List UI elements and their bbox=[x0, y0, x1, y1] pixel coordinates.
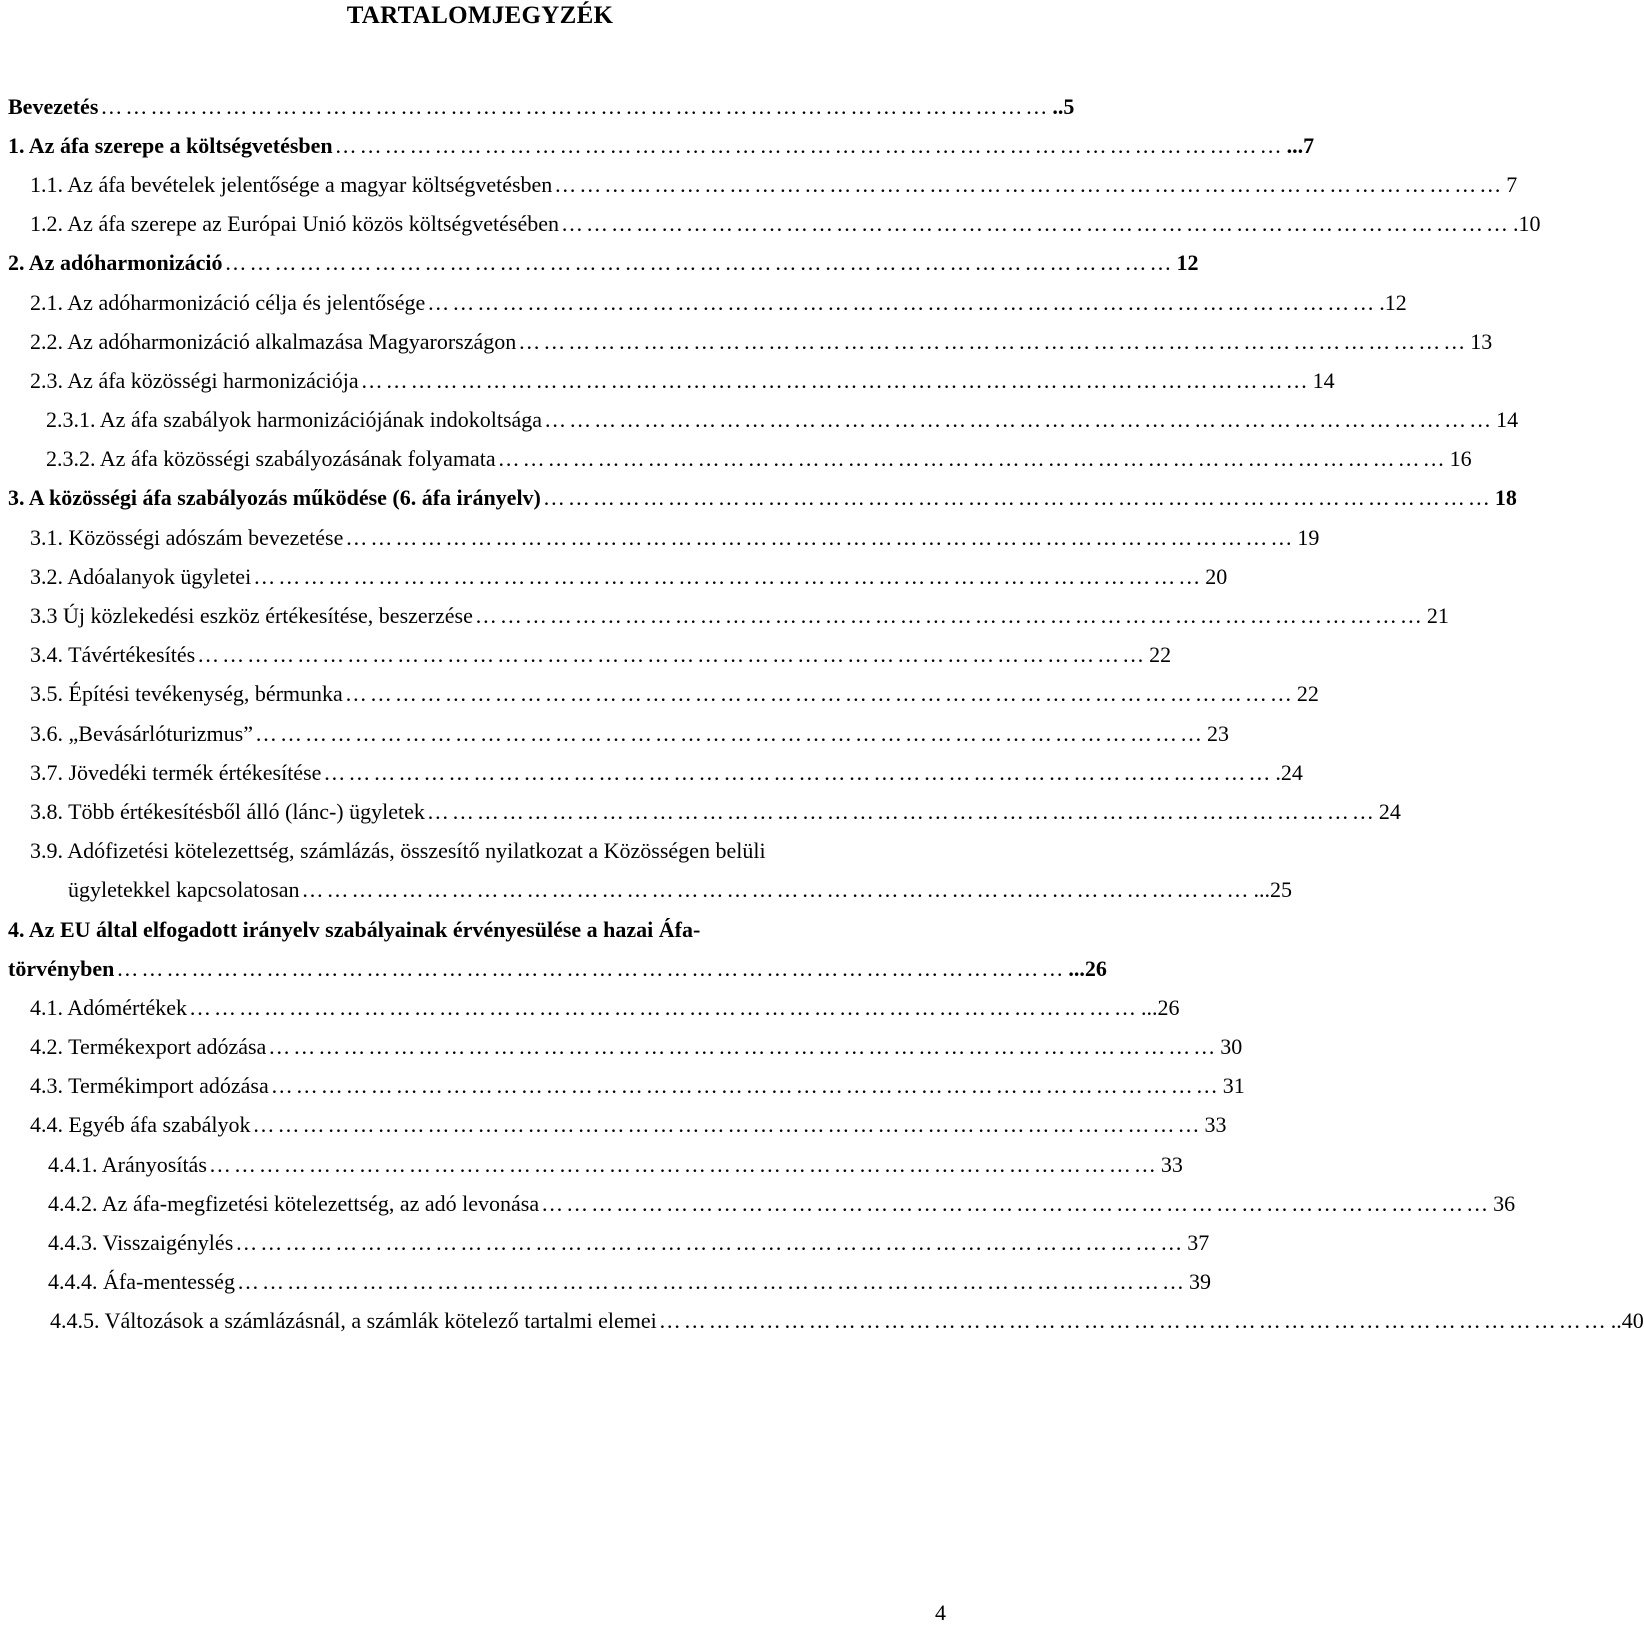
toc-entry[interactable] bbox=[30, 1108, 1227, 1142]
toc-entry-first-line[interactable]: 4. Az EU által elfogadott irányelv szabályainak érvényesülése a hazai Áfa- bbox=[8, 917, 701, 942]
toc-leader: …………………………………………………………………………………………………… bbox=[518, 329, 1469, 354]
toc-leader: …………………………………………………………………………………………………… bbox=[189, 995, 1140, 1020]
toc-entry-page: ...7 bbox=[1286, 133, 1315, 158]
toc-entry-label: 2.2. Az adóharmonizáció alkalmazása Magyarországon bbox=[30, 329, 517, 354]
toc-entry-label: 3.3 Új közlekedési eszköz értékesítése, beszerzése bbox=[30, 603, 473, 628]
toc-entry-label: 4.1. Adómértékek bbox=[30, 995, 188, 1020]
toc-entry-page: 13 bbox=[1470, 329, 1493, 354]
toc-leader: …………………………………………………………………………………………………… bbox=[334, 133, 1285, 158]
toc-leader: …………………………………………………………………………………………………… bbox=[270, 1073, 1221, 1098]
toc-entry-label: törvényben bbox=[8, 956, 115, 981]
toc-entry-page: .24 bbox=[1275, 760, 1303, 785]
toc-entry-label: 1.1. Az áfa bevételek jelentősége a magyar költségvetésben bbox=[30, 172, 553, 197]
toc-entry[interactable] bbox=[30, 599, 1449, 633]
toc-leader: …………………………………………………………………………………………………… bbox=[345, 525, 1296, 550]
toc-entry-label: 4.4.1. Arányosítás bbox=[48, 1152, 207, 1177]
toc-entry-page: 7 bbox=[1506, 172, 1518, 197]
toc-entry-page: 12 bbox=[1176, 250, 1199, 275]
toc-leader: …………………………………………………………………………………………………… bbox=[235, 1230, 1186, 1255]
toc-entry-page: .10 bbox=[1513, 211, 1541, 236]
toc-entry-label: 2.3. Az áfa közösségi harmonizációja bbox=[30, 368, 359, 393]
toc-entry[interactable] bbox=[8, 246, 1199, 280]
toc-entry-page: 24 bbox=[1378, 799, 1401, 824]
toc-entry[interactable] bbox=[68, 873, 1293, 907]
toc-entry-label: 4.2. Termékexport adózása bbox=[30, 1034, 267, 1059]
toc-leader: …………………………………………………………………………………………………… bbox=[658, 1308, 1609, 1333]
toc-entry[interactable] bbox=[8, 481, 1517, 515]
toc-entry[interactable] bbox=[30, 991, 1180, 1025]
toc-entry-page: 37 bbox=[1187, 1230, 1210, 1255]
toc-leader: …………………………………………………………………………………………………… bbox=[236, 1269, 1187, 1294]
toc-entry-label: 4.4.5. Változások a számlázásnál, a számlák kötelező tartalmi elemei bbox=[50, 1308, 657, 1333]
toc-entry-page: 14 bbox=[1312, 368, 1335, 393]
toc-leader: …………………………………………………………………………………………………… bbox=[360, 368, 1311, 393]
toc-entry[interactable] bbox=[30, 560, 1228, 594]
toc-leader: …………………………………………………………………………………………………… bbox=[474, 603, 1425, 628]
toc-entry-page: 36 bbox=[1493, 1191, 1516, 1216]
toc-entry[interactable] bbox=[48, 1187, 1516, 1221]
toc-entry-page: 30 bbox=[1220, 1034, 1243, 1059]
toc-entry-first-line[interactable]: 3.9. Adófizetési kötelezettség, számlázás, összesítő nyilatkozat a Közösségen belüli bbox=[30, 838, 766, 863]
toc-entry-page: ..5 bbox=[1052, 94, 1075, 119]
toc-entry[interactable] bbox=[8, 90, 1075, 124]
toc-entry[interactable] bbox=[30, 168, 1518, 202]
toc-leader: …………………………………………………………………………………………………… bbox=[224, 250, 1175, 275]
toc-entry[interactable] bbox=[8, 129, 1315, 163]
toc-leader: …………………………………………………………………………………………………… bbox=[497, 446, 1448, 471]
toc-entry[interactable] bbox=[30, 325, 1493, 359]
toc-entry-page: ...26 bbox=[1141, 995, 1180, 1020]
toc-entry[interactable] bbox=[48, 1148, 1183, 1182]
toc-entry-label: 2. Az adóharmonizáció bbox=[8, 250, 223, 275]
toc-entry-page: 18 bbox=[1494, 485, 1517, 510]
toc-entry-label: 2.3.2. Az áfa közösségi szabályozásának folyamata bbox=[46, 446, 496, 471]
toc-entry-page: 22 bbox=[1296, 681, 1319, 706]
toc-entry-page: 33 bbox=[1204, 1112, 1227, 1137]
toc-entry[interactable] bbox=[30, 795, 1401, 829]
toc-entry-label: 3.2. Adóalanyok ügyletei bbox=[30, 564, 252, 589]
toc-leader: …………………………………………………………………………………………………… bbox=[268, 1034, 1219, 1059]
toc-leader: …………………………………………………………………………………………………… bbox=[542, 485, 1493, 510]
toc-entry-label: 3.1. Közösségi adószám bevezetése bbox=[30, 525, 344, 550]
toc-leader: …………………………………………………………………………………………………… bbox=[544, 407, 1495, 432]
toc-entry-label: 4.4.2. Az áfa-megfizetési kötelezettség, az adó levonása bbox=[48, 1191, 540, 1216]
page-title: TARTALOMJEGYZÉK bbox=[346, 2, 614, 29]
toc-entry-label: 1.2. Az áfa szerepe az Európai Unió közös költségvetésében bbox=[30, 211, 560, 236]
toc-leader: …………………………………………………………………………………………………… bbox=[344, 681, 1295, 706]
toc-leader: …………………………………………………………………………………………………… bbox=[253, 564, 1204, 589]
toc-leader: …………………………………………………………………………………………………… bbox=[427, 290, 1378, 315]
toc-leader: …………………………………………………………………………………………………… bbox=[100, 94, 1051, 119]
toc-entry[interactable] bbox=[30, 521, 1320, 555]
toc-entry[interactable] bbox=[50, 1304, 1644, 1338]
page-number: 4 bbox=[935, 1600, 946, 1625]
toc-leader: …………………………………………………………………………………………………… bbox=[426, 799, 1377, 824]
toc-entry-page: 39 bbox=[1188, 1269, 1211, 1294]
toc-entry-label: Bevezetés bbox=[8, 94, 99, 119]
toc-entry-label: 2.1. Az adóharmonizáció célja és jelentősége bbox=[30, 290, 426, 315]
toc-leader: …………………………………………………………………………………………………… bbox=[561, 211, 1512, 236]
toc-entry-label: ügyletekkel kapcsolatosan bbox=[68, 877, 300, 902]
toc-leader: …………………………………………………………………………………………………… bbox=[197, 642, 1148, 667]
toc-entry-label: 3.5. Építési tevékenység, bérmunka bbox=[30, 681, 343, 706]
toc-entry[interactable] bbox=[48, 1226, 1210, 1260]
toc-entry[interactable] bbox=[48, 1265, 1211, 1299]
toc-leader: …………………………………………………………………………………………………… bbox=[255, 721, 1205, 746]
toc-entry-label: 4.4.4. Áfa-mentesség bbox=[48, 1269, 235, 1294]
toc-leader: …………………………………………………………………………………………………… bbox=[541, 1191, 1492, 1216]
toc-entry[interactable] bbox=[30, 1030, 1243, 1064]
toc-entry-label: 1. Az áfa szerepe a költségvetésben bbox=[8, 133, 333, 158]
toc-entry[interactable] bbox=[46, 403, 1519, 437]
toc-entry-page: ...25 bbox=[1253, 877, 1293, 902]
toc-entry-page: 33 bbox=[1160, 1152, 1183, 1177]
toc-entry-label: 3.6. „Bevásárlóturizmus” bbox=[30, 721, 253, 746]
toc-entry-label: 3.4. Távértékesítés bbox=[30, 642, 196, 667]
toc-entry-page: 16 bbox=[1449, 446, 1472, 471]
toc-entry-page: 21 bbox=[1426, 603, 1449, 628]
toc-leader: …………………………………………………………………………………………………… bbox=[323, 760, 1274, 785]
toc-entry[interactable] bbox=[30, 1069, 1245, 1103]
toc-entry-label: 3. A közösségi áfa szabályozás működése (6. áfa irányelv) bbox=[8, 485, 541, 510]
toc-leader: …………………………………………………………………………………………………… bbox=[301, 877, 1252, 902]
toc-entry-page: 22 bbox=[1149, 642, 1172, 667]
toc-entry-page: 31 bbox=[1222, 1073, 1245, 1098]
toc-entry[interactable] bbox=[8, 952, 1107, 986]
toc-entry[interactable] bbox=[30, 638, 1172, 672]
toc-entry-page: ..40 bbox=[1610, 1308, 1644, 1333]
toc-entry-label: 3.7. Jövedéki termék értékesítése bbox=[30, 760, 322, 785]
toc-leader: …………………………………………………………………………………………………… bbox=[116, 956, 1067, 981]
toc-entry-page: .12 bbox=[1379, 290, 1407, 315]
toc-entry-page: 14 bbox=[1496, 407, 1519, 432]
toc-entry-label: 2.3.1. Az áfa szabályok harmonizációjának indokoltsága bbox=[46, 407, 543, 432]
toc-leader: …………………………………………………………………………………………………… bbox=[208, 1152, 1159, 1177]
toc-entry-label: 4.4. Egyéb áfa szabályok bbox=[30, 1112, 251, 1137]
toc-entry[interactable] bbox=[30, 717, 1229, 751]
toc-entry-page: 20 bbox=[1205, 564, 1228, 589]
toc-entry[interactable] bbox=[46, 442, 1472, 476]
toc-entry[interactable] bbox=[30, 207, 1541, 241]
toc-entry-page: 23 bbox=[1207, 721, 1229, 746]
toc-leader: …………………………………………………………………………………………………… bbox=[252, 1112, 1203, 1137]
toc-entry[interactable] bbox=[30, 364, 1335, 398]
toc-entry-label: 4.4.3. Visszaigénylés bbox=[48, 1230, 234, 1255]
toc-entry[interactable] bbox=[30, 286, 1407, 320]
toc-entry-page: 19 bbox=[1297, 525, 1320, 550]
toc-leader: …………………………………………………………………………………………………… bbox=[554, 172, 1505, 197]
toc-entry[interactable] bbox=[30, 677, 1319, 711]
toc-entry-label: 4.3. Termékimport adózása bbox=[30, 1073, 269, 1098]
toc-entry-label: 3.8. Több értékesítésből álló (lánc-) ügyletek bbox=[30, 799, 425, 824]
toc-entry-page: ...26 bbox=[1068, 956, 1107, 981]
toc-entry[interactable] bbox=[30, 756, 1303, 790]
